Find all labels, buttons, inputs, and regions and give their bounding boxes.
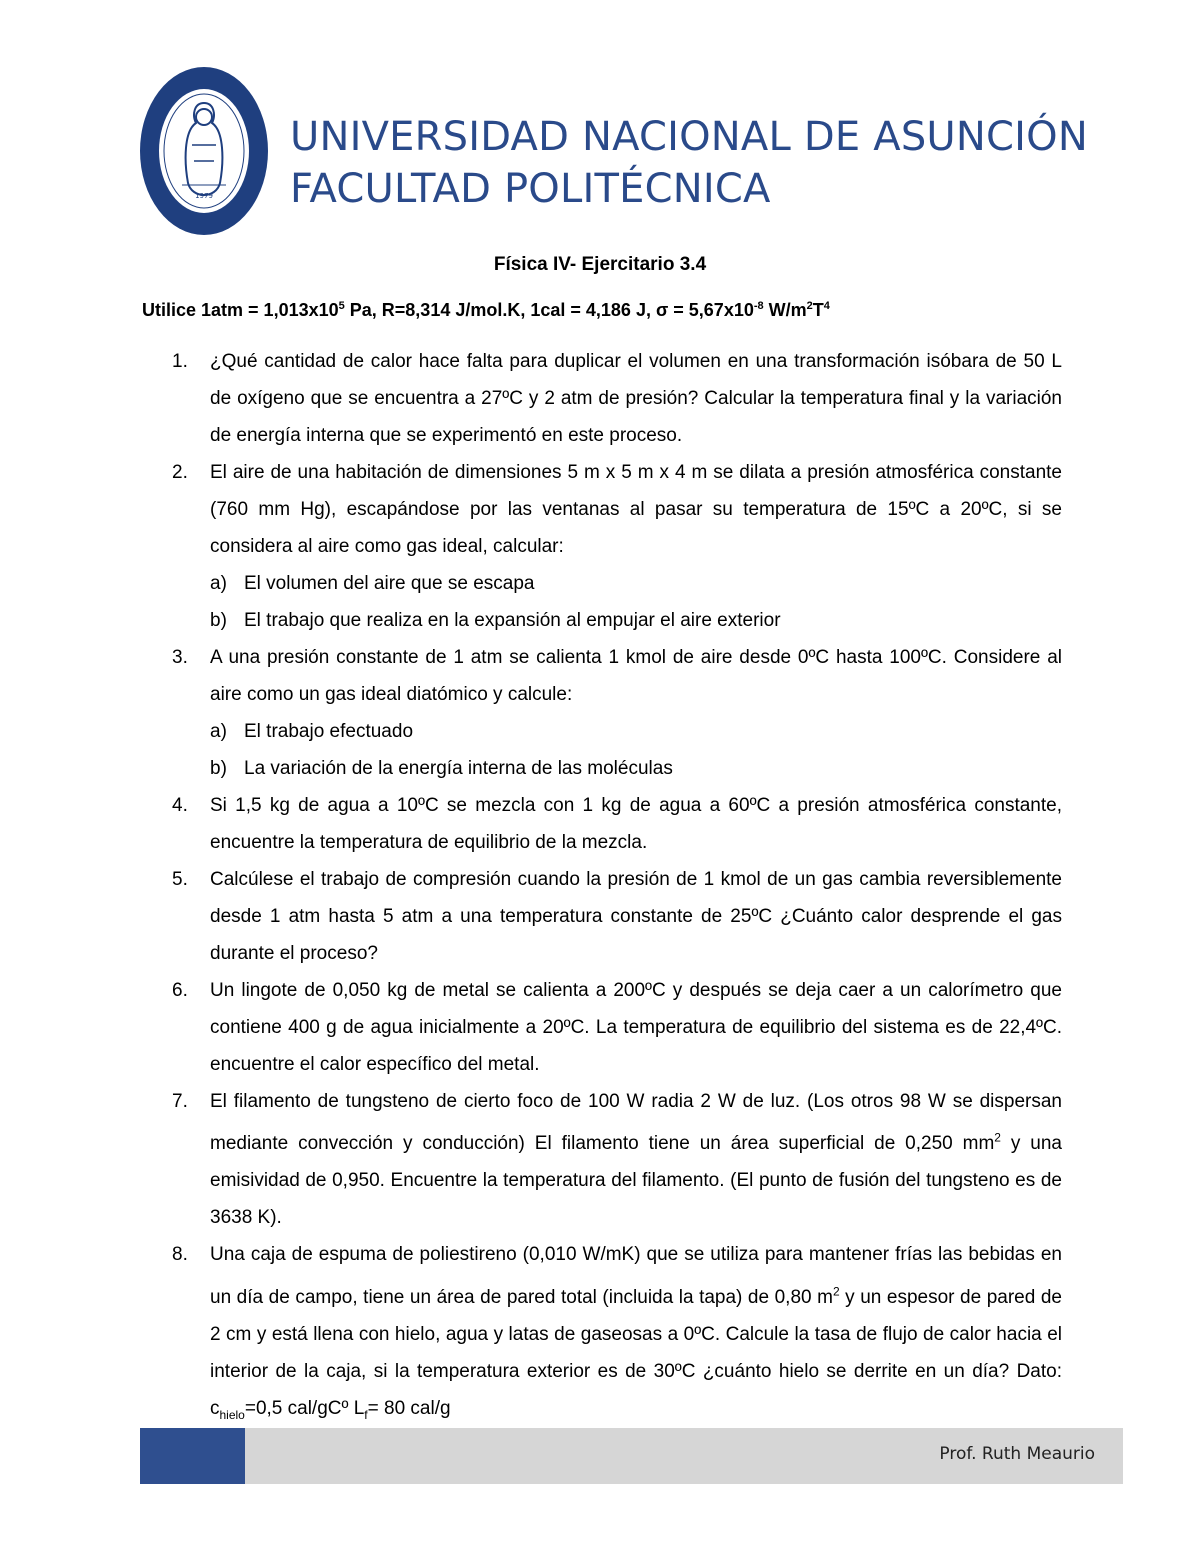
problem-text: ¿Qué cantidad de calor hace falta para duplicar el volumen en una transformación isóbara de 50 L de oxígeno que se encuentra a 27ºC y 2 atm de presión? Calcular la temperatura final y la variación de energía interna que se experimentó en este proceso. [210,351,1062,446]
problem-item [172,639,1062,787]
subitem-list [210,565,1062,639]
problem-item [172,787,1062,861]
problem-text-part: El filamento de tungsteno de cierto foco de 100 W radia 2 W de luz. (Los otros 98 W se dispersan mediante convección y conducción) El filamento tiene un área superficial de 0,250 mm [210,1091,1062,1155]
constants-text: T [812,300,824,320]
subitem-text: El volumen del aire que se escapa [244,573,535,594]
problem-text-part: Una caja de espuma de poliestireno (0,010 W/mK) que se utiliza para mantener frías las bebidas en un día de campo, tiene un área de pared total (incluida la tapa) de 0,80 m [210,1244,1062,1308]
problem-number: 1. [172,351,188,372]
problem-number: 3. [172,647,188,668]
faculty-name: FACULTAD POLITÉCNICA [290,166,771,212]
subscript: f [364,1407,368,1422]
problem-item [172,1083,1062,1236]
problem-text: Un lingote de 0,050 kg de metal se calienta a 200ºC y después se deja caer a un calorímetro que contiene 400 g de agua inicialmente a 20ºC. La temperatura de equilibrio del sistema es de 22,4ºC. encuentre el calor específico del metal. [210,980,1062,1075]
exponent: 2 [806,300,813,312]
subitem-letter: a) [210,721,227,742]
exponent: 4 [823,300,830,312]
subitem-letter: b) [210,610,227,631]
subitem-list [210,713,1062,787]
problem-text-part: y una emisividad de 0,950. Encuentre la temperatura del filamento. (El punto de fusión del tungsteno es de 3638 K). [210,1133,1062,1229]
constants-text: Utilice 1atm = 1,013x10 [142,300,339,320]
subitem [210,565,1062,602]
problem-item [172,861,1062,972]
problem-item [172,972,1062,1083]
problem-text-part: =0,5 cal/gCº L [244,1397,365,1419]
problem-list [172,343,1062,1433]
problem-item [172,343,1062,454]
constants-text: Pa, R=8,314 J/mol.K, 1cal = 4,186 J, σ = 5,67x10 [344,300,754,320]
subitem [210,750,1062,787]
subitem-text: La variación de la energía interna de las moléculas [244,758,673,779]
page-footer [140,1428,1123,1484]
problem-text [210,1091,1062,1228]
problem-text: A una presión constante de 1 atm se calienta 1 kmol de aire desde 0ºC hasta 100ºC. Considere al aire como un gas ideal diatómico y calcule: [210,647,1062,705]
problem-number: 4. [172,795,188,816]
problem-text: Calcúlese el trabajo de compresión cuando la presión de 1 kmol de un gas cambia reversiblemente desde 1 atm hasta 5 atm a una temperatura constante de 25ºC ¿Cuánto calor desprende el gas durante el proceso? [210,869,1062,964]
svg-text:1979: 1979 [195,192,213,200]
problem-number: 2. [172,462,188,483]
constants-line [142,300,1062,321]
subitem [210,713,1062,750]
subitem [210,602,1062,639]
subitem-text: El trabajo que realiza en la expansión al empujar el aire exterior [244,610,781,631]
institution-name [290,111,1088,215]
problem-text-part: y un espesor de pared de 2 cm y está llena con hielo, agua y latas de gaseosas a 0ºC. Calcule la tasa de flujo de calor hacia el interior de la caja, si la temperatura exterior es de 30ºC ¿cuánto hielo se derrite en un día? Dato: c [210,1286,1062,1419]
problem-number: 8. [172,1244,188,1266]
exponent: -8 [753,300,764,312]
subscript: hielo [219,1407,245,1422]
problem-text [210,1244,1062,1422]
superscript: 2 [832,1284,840,1299]
constants-text: W/m [763,300,807,320]
problem-text: El aire de una habitación de dimensiones 5 m x 5 m x 4 m se dilata a presión atmosférica constante (760 mm Hg), escapándose por las ventanas al pasar su temperatura de 15ºC a 20ºC, si se considera al aire como gas ideal, calcular: [210,462,1062,557]
problem-text-part: = 80 cal/g [367,1397,451,1419]
author-name: Prof. Ruth Meaurio [939,1444,1095,1464]
university-seal-logo [138,65,270,237]
problem-text: Si 1,5 kg de agua a 10ºC se mezcla con 1 kg de agua a 60ºC a presión atmosférica constante, encuentre la temperatura de equilibrio de la mezcla. [210,795,1062,853]
exponent: 5 [338,300,345,312]
subitem-letter: a) [210,573,227,594]
problem-number: 7. [172,1091,188,1112]
footer-accent-block [140,1428,245,1484]
page-header [138,65,1088,245]
subitem-letter: b) [210,758,227,779]
problem-number: 6. [172,980,188,1001]
university-name: UNIVERSIDAD NACIONAL DE ASUNCIÓN [290,114,1088,160]
superscript: 2 [994,1131,1001,1145]
problem-item [172,454,1062,639]
document-title: Física IV- Ejercitario 3.4 [493,254,707,275]
subitem-text: El trabajo efectuado [244,721,414,742]
problem-item [172,1236,1062,1433]
problem-number: 5. [172,869,188,890]
